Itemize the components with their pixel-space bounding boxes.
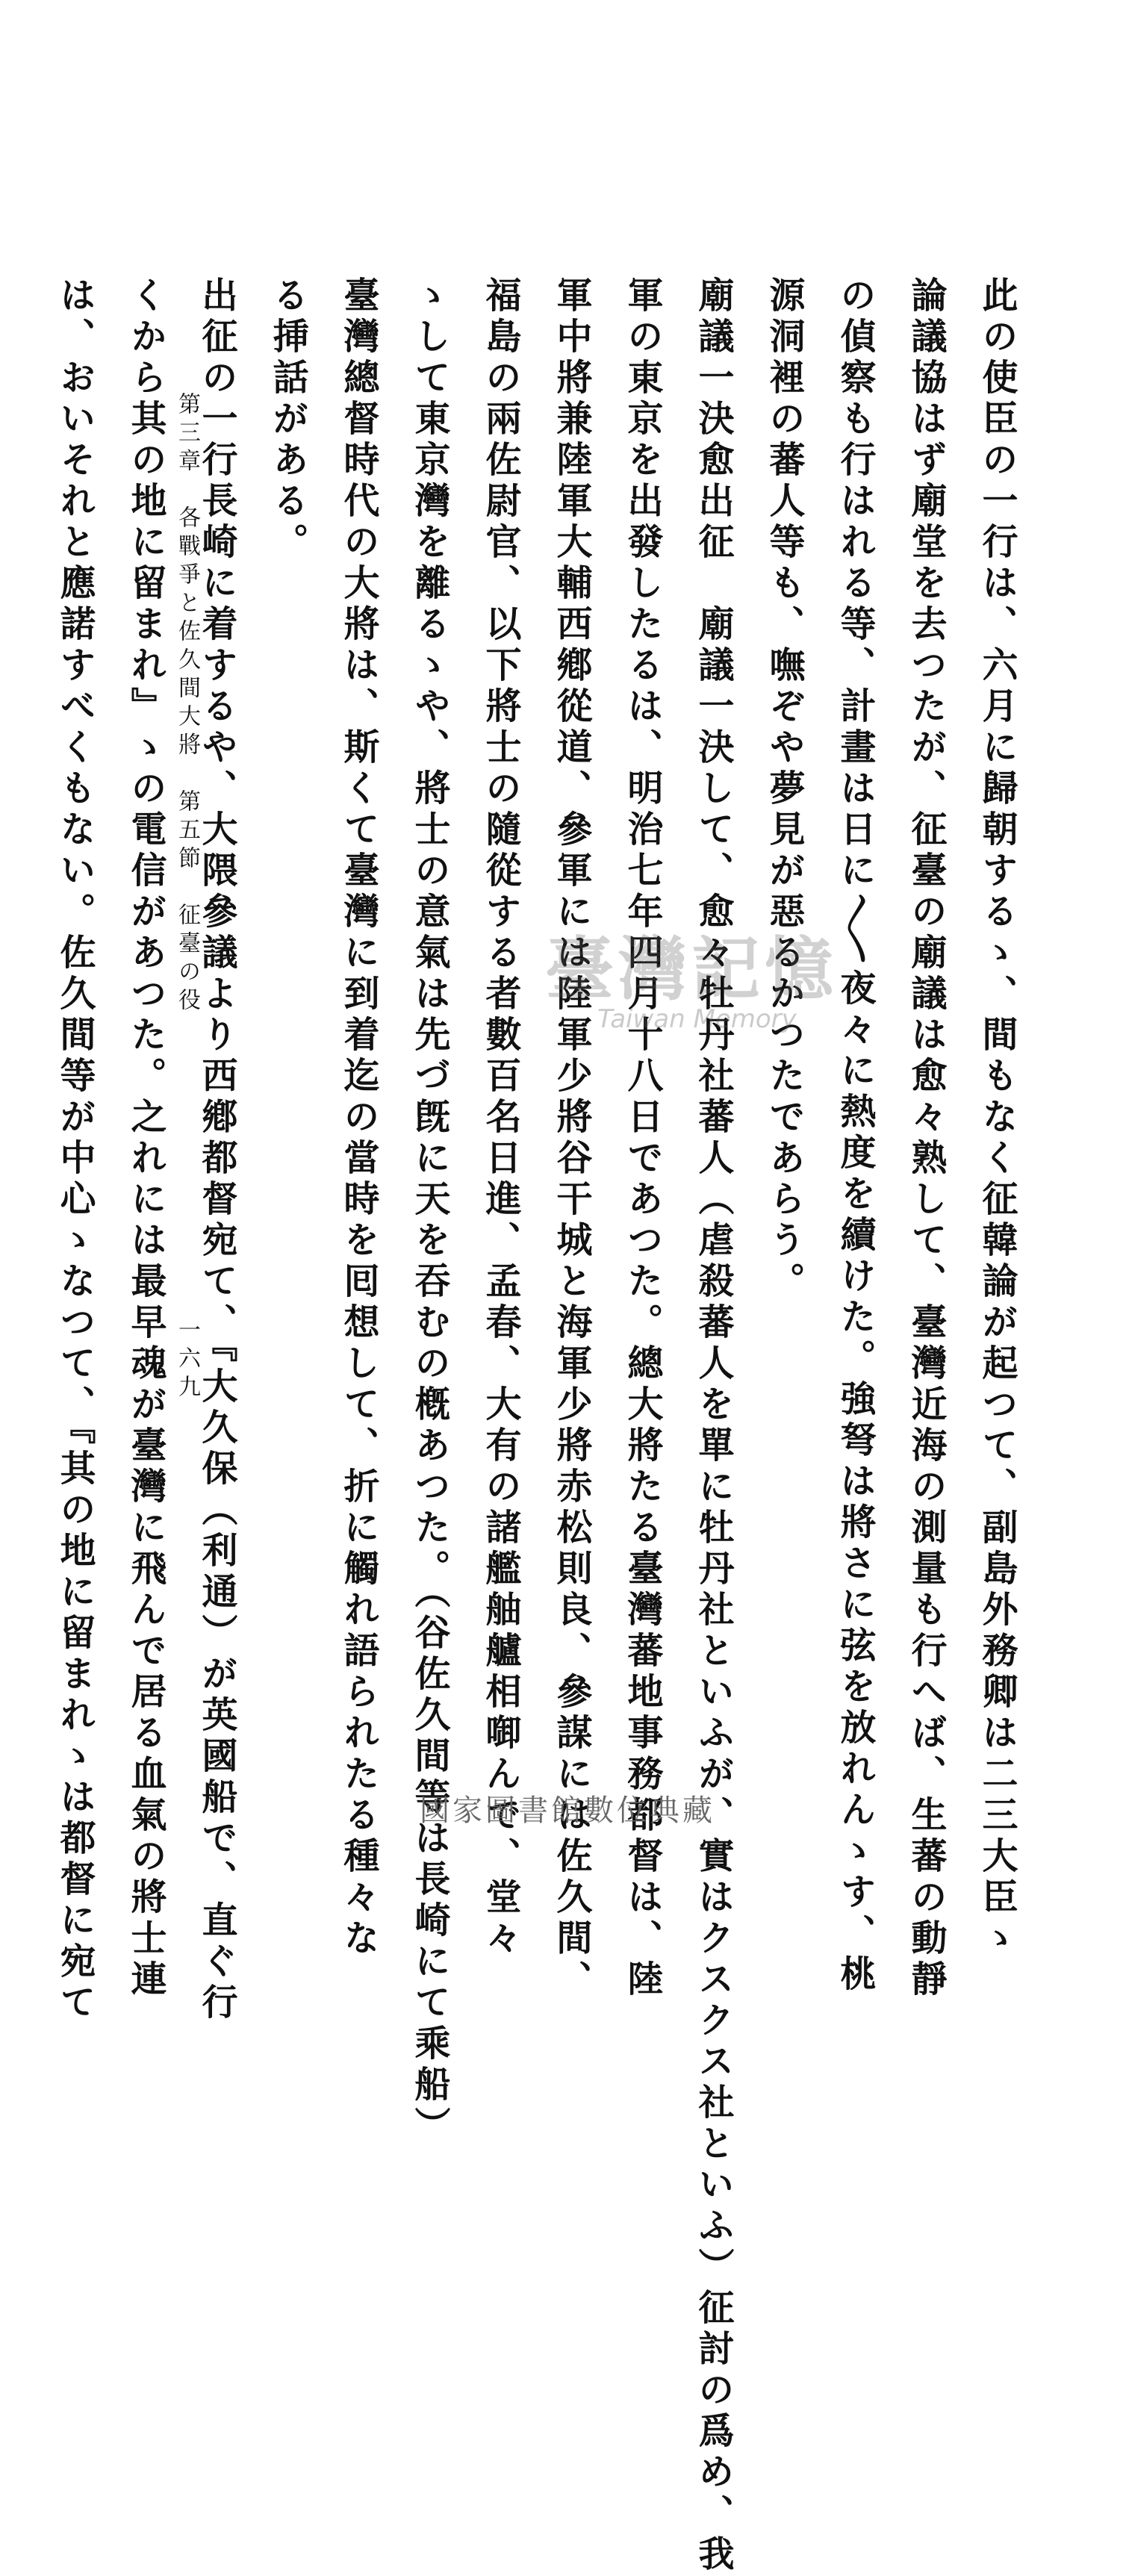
text-column-5: 廟議一決愈出征 廟議一決して、愈々牡丹社蕃人（虐殺蕃人を單に牡丹社といふが、實はクスクス社といふ）征討の爲め、我 [692,276,734,2576]
text-column-11: る挿話がある。 [267,276,308,564]
text-column-7: 軍中將兼陸軍大輔西鄕從道、參軍には陸軍少將谷干城と海軍少將赤松則良、參謀には佐久間、 [550,276,592,2001]
text-column-3: の偵察も行はれる等、計畫は日に〳〵夜々に熱度を續けた。強弩は將さに弦を放れんゝす、桃 [834,276,876,1996]
text-column-10: 臺灣總督時代の大將は、斯くて臺灣に到着迄の當時を囘想して、折に觸れ語られたる種々な [338,276,379,1960]
archive-caption: 國家圖書館數位典藏 [420,1793,715,1828]
text-column-8: 福島の兩佐尉官、以下將士の隨從する者數百名日進、孟春、大有の諸艦舳艫相啣んで、堂々 [479,276,521,1960]
running-footer: 第三章 各戰爭と佐久間大將 第五節 征臺の役 [174,392,200,1016]
page-number: 一六九 [174,1318,200,1403]
text-column-12: 出征の一行長崎に着するや、大隈參議より西鄕都督宛て、『大久保（利通）が英國船で、直ぐ行 [196,276,237,2024]
text-column-4: 源洞裡の蕃人等も、嘸ぞや夢見が惡るかつたであらう。 [763,276,805,1303]
watermark-subtext: Taiwan Memory [597,1004,797,1034]
text-column-9: ゝして東京灣を離るゝや、將士の意氣は先づ旣に天を吞むの槪あつた。（谷佐久間等は長崎にて乘船） [408,276,450,2147]
text-column-1: 此の使臣の一行は、六月に歸朝するゝ、間もなく征韓論が起つて、副島外務卿は二三大臣ゝ [976,276,1018,1960]
watermark-logo: 臺灣記憶 [545,929,839,1009]
text-column-6: 軍の東京を出發したるは、明治七年四月十八日であつた。總大將たる臺灣蕃地事務都督は、陸 [621,276,663,2001]
text-column-14: は、おいそれと應諾すべくもない。佐久間等が中心ゝなつて、『其の地に留まれゝは都督に宛て [54,276,96,2024]
text-column-2: 論議協はず廟堂を去つたが、征臺の廟議は愈々熟して、臺灣近海の測量も行へば、生蕃の動靜 [905,276,947,2001]
text-column-13: くから其の地に留まれ』ゝの電信があつた。之れには最早魂が臺灣に飛んで居る血氣の將士連 [125,276,167,2001]
